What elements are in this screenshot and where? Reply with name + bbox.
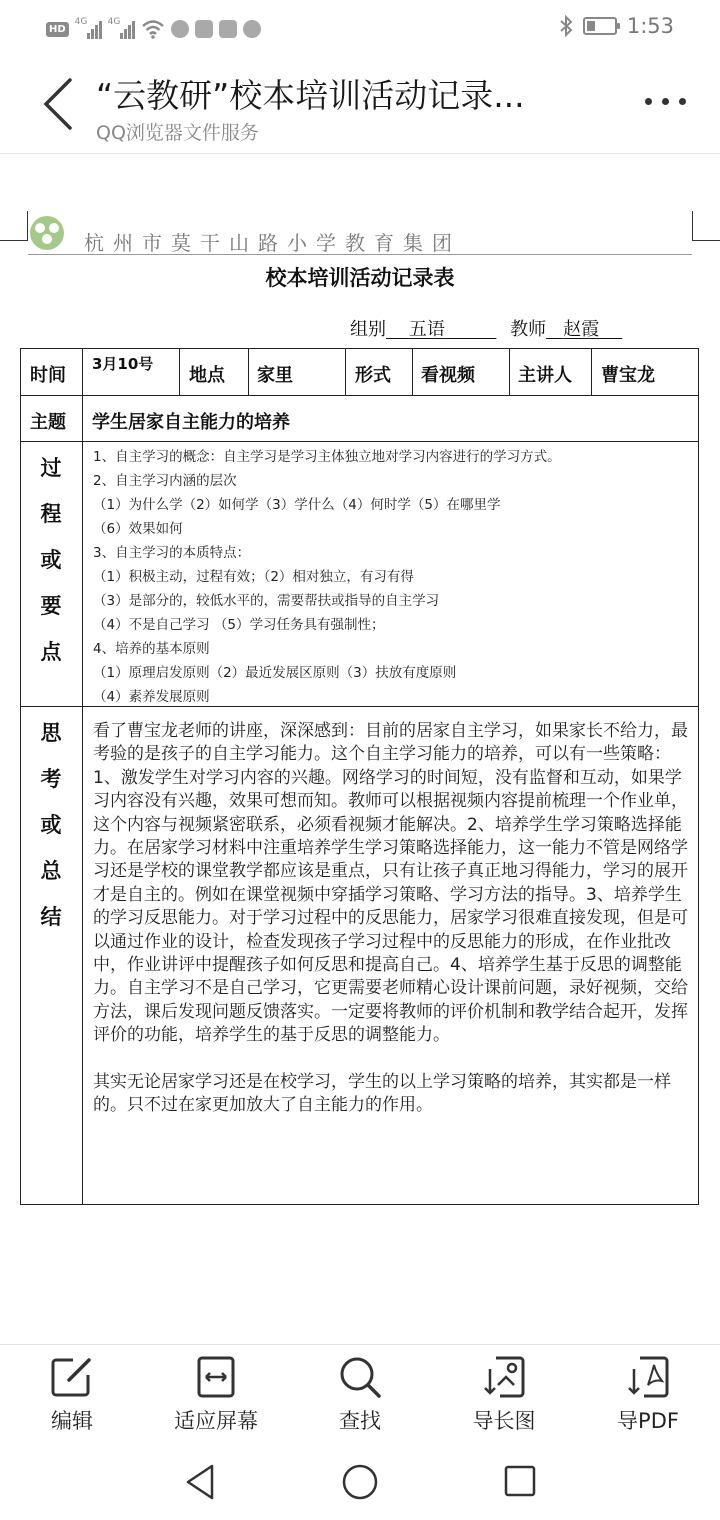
bottom-toolbar	[0, 1344, 720, 1440]
teacher-value: 赵霞	[563, 319, 600, 340]
crop-mark	[0, 211, 28, 241]
place-value: 家里	[257, 365, 293, 386]
clock-text: 1:53	[626, 14, 674, 38]
speaker-value: 曹宝龙	[601, 365, 655, 386]
time-label: 时间	[30, 365, 66, 386]
process-line: （4）不是自己学习 （5）学习任务具有强制性；	[93, 617, 385, 633]
record-table	[20, 348, 699, 1205]
page-subtitle: QQ浏览器文件服务	[96, 122, 259, 144]
process-line: 3、自主学习的本质特点：	[93, 545, 251, 561]
signal-icon: 4G	[75, 19, 102, 39]
edit-button[interactable]	[12, 1355, 132, 1435]
page-title: “云教研”校本培训活动记录...	[96, 76, 525, 115]
find-button[interactable]	[300, 1355, 420, 1435]
time-value: 3月10号	[92, 355, 154, 373]
app-icon	[195, 20, 213, 38]
school-header	[28, 215, 692, 255]
pdf-icon	[626, 1355, 670, 1399]
nav-recents-icon[interactable]	[498, 1462, 542, 1502]
process-label: 过 程 或 要 点	[40, 456, 62, 664]
edit-icon	[49, 1355, 95, 1399]
app-icon	[243, 20, 261, 38]
app-icon	[171, 20, 189, 38]
document-viewer[interactable]	[0, 155, 720, 1345]
process-line: （1）为什么学（2）如何学（3）学什么（4）何时学（5）在哪里学	[93, 497, 501, 513]
fit-screen-label: 适应屏幕	[174, 1409, 258, 1433]
status-bar	[0, 0, 720, 58]
bluetooth-icon	[559, 15, 573, 37]
process-line: 4、培养的基本原则	[93, 641, 210, 657]
back-icon[interactable]	[36, 72, 84, 136]
summary-label: 思 考 或 总 结	[40, 721, 62, 929]
long-image-label: 导长图	[472, 1409, 536, 1433]
search-icon	[338, 1355, 382, 1399]
group-value: 五语	[408, 319, 445, 340]
process-line: （4）素养发展原则	[93, 689, 210, 705]
wifi-icon	[141, 19, 165, 39]
document-title: 校本培训活动记录表	[265, 266, 455, 290]
more-options-icon[interactable]	[645, 98, 686, 105]
process-line: （1）积极主动，过程有效；（2）相对独立，有习有得	[93, 569, 414, 585]
edit-label: 编辑	[51, 1409, 93, 1433]
place-label: 地点	[189, 365, 225, 386]
app-icon	[219, 20, 237, 38]
battery-icon	[583, 17, 617, 35]
nav-back-icon[interactable]	[180, 1462, 224, 1502]
header-bar	[0, 58, 720, 154]
group-teacher-line	[350, 315, 622, 341]
process-line: （1）原理启发原则（2）最近发展区原则（3）扶放有度原则	[93, 665, 457, 681]
process-line: 1、自主学习的概念：自主学习是学习主体独立地对学习内容进行的学习方式。	[93, 449, 561, 465]
long-image-button[interactable]	[444, 1355, 564, 1435]
group-label: 组别	[350, 319, 386, 340]
form-label: 形式	[355, 365, 391, 386]
process-line: 2、自主学习内涵的层次	[93, 473, 237, 489]
export-pdf-label: 导PDF	[617, 1409, 679, 1433]
crop-mark	[692, 211, 720, 241]
summary-paragraph: 看了曹宝龙老师的讲座，深深感到：目前的居家自主学习，如果家长不给力，最考验的是孩子的自主学习能力。这个自主学习能力的培养，可以有一些策略：1、激发学生对学习内容的兴趣。网络学习的时间短，没有监督和互动，如果学习内容没有兴趣，效果可想而知。教师可以根据视频内容提前梳理一个作业单，这个内容与视频紧密联系，必须看视频才能解决。2、培养学生学习策略选择能力。在居家学习材料中注重培养学生学习策略选择能力，这一能力不管是网络学习还是学校的课堂教学都应该是重点，只有让孩子真正地习得能力，学习的展开才是自主的。例如在课堂视频中穿插学习策略、学习方法的指导。3、培养学生的学习反思能力。对于学习过程中的反思能力，居家学习很难直接发现，但是可以通过作业的设计，检查发现孩子学习过程中的反思能力的形成，在作业批改中，作业讲评中提醒孩子如何反思和提高自己。4、培养学生基于反思的调整能力。自主学习不是自己学习，它更需要老师精心设计课前问题，录好视频，交给方法，课后发现问题反馈落实。一定要将教师的评价机制和教学结合起开，发挥评价的功能，培养学生的基于反思的调整能力。	[93, 721, 688, 1046]
form-value: 看视频	[421, 365, 475, 386]
system-nav-bar	[0, 1440, 720, 1520]
summary-paragraph: 其实无论居家学习还是在校学习，学生的以上学习策略的培养，其实都是一样的。只不过在家更加放大了自主能力的作用。	[93, 1071, 671, 1116]
school-logo-icon	[28, 215, 66, 251]
fit-screen-button[interactable]	[156, 1355, 276, 1435]
nav-home-icon[interactable]	[338, 1462, 382, 1502]
teacher-label: 教师	[510, 319, 547, 340]
find-label: 查找	[339, 1409, 381, 1433]
school-name: 杭州市莫干山路小学教育集团	[84, 231, 461, 255]
signal-icon: 4G	[108, 19, 135, 39]
summary-text	[93, 720, 693, 1141]
speaker-label: 主讲人	[518, 365, 572, 386]
process-line: （6）效果如何	[93, 521, 183, 537]
fit-screen-icon	[196, 1355, 236, 1399]
topic-value: 学生居家自主能力的培养	[92, 412, 290, 433]
topic-label: 主题	[30, 412, 66, 433]
long-image-icon	[482, 1355, 526, 1399]
export-pdf-button[interactable]	[588, 1355, 708, 1435]
hd-badge: HD	[46, 22, 69, 37]
process-line: （3）是部分的，较低水平的，需要帮扶或指导的自主学习	[93, 593, 440, 609]
